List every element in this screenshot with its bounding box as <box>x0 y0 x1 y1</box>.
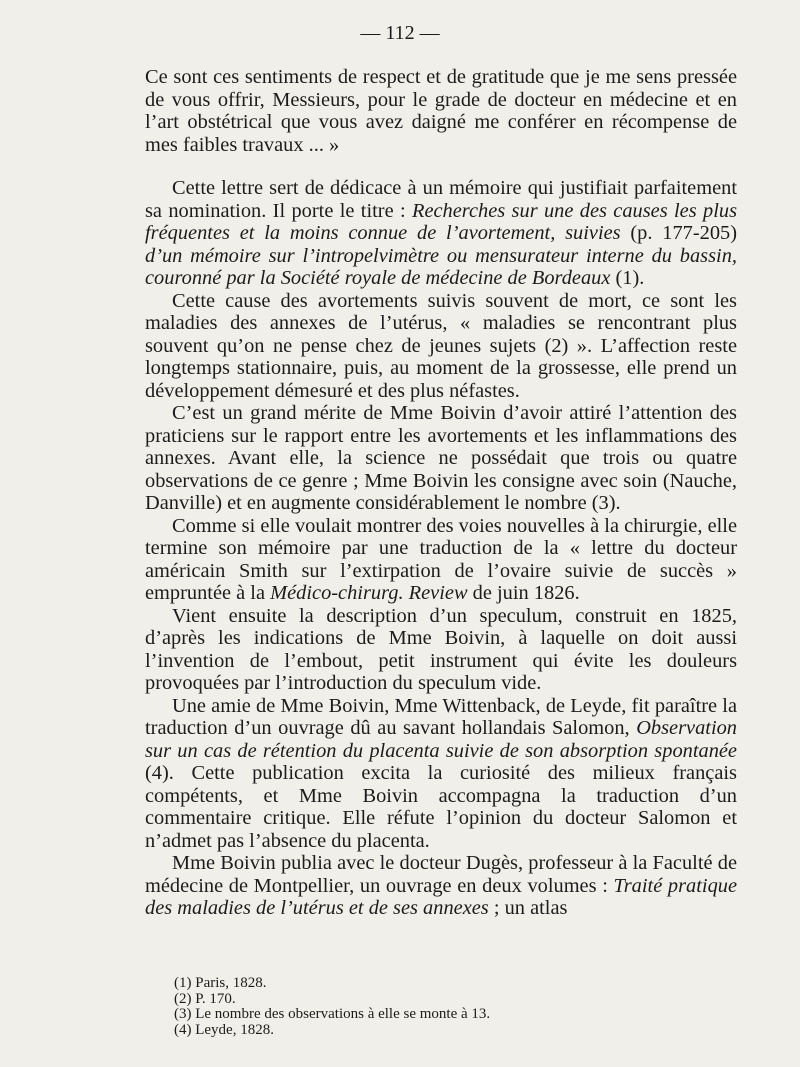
text-run: ; un atlas <box>488 897 568 919</box>
text-run: Comme si elle voulait montrer des voies nouvelles à la chirurgie, elle termine son mémoire par une traduction de la « lettre du docteur américain Smith sur l’extirpation de l’ovaire suivie de succès » empruntée à la <box>145 514 737 604</box>
text-run: de juin 1826. <box>467 582 580 604</box>
paragraph <box>145 66 737 156</box>
footnote: (2) P. 170. <box>174 990 236 1007</box>
text-run: (p. 177-205) <box>620 222 738 244</box>
italic-text: d’un mémoire sur l’intropelvimètre ou mensurateur interne du bassin, couronné par la Société royale de médecine de Bordeaux <box>145 244 737 289</box>
paragraph <box>145 290 737 403</box>
footnote: (1) Paris, 1828. <box>174 975 267 991</box>
text-run: (1). <box>610 267 645 289</box>
body-text <box>145 66 737 920</box>
text-run: Mme Boivin publia avec le docteur Dugès, professeur à la Faculté de médecine de Montpellier, un ouvrage en deux volumes : <box>145 852 737 897</box>
paragraph <box>145 605 737 695</box>
italic-text: Médico-chirurg. Review <box>270 582 468 604</box>
paragraph <box>145 515 737 605</box>
text-run: Une amie de Mme Boivin, Mme Wittenback, de Leyde, fit paraître la traduction d’un ouvrage dû au savant hollandais Salomon, <box>145 694 737 739</box>
paragraph <box>145 177 737 290</box>
text-run: Vient ensuite la description d’un speculum, construit en 1825, d’après les indications de Mme Boivin, à laquelle on doit aussi l’invention de l’embout, petit instrument qui évite les douleurs provoquées par l’introduction du speculum vide. <box>145 604 737 694</box>
footnote: (3) Le nombre des observations à elle se monte à 13. <box>174 1006 491 1023</box>
text-run: Cette lettre sert de dédicace à un mémoire qui justifiait parfaitement sa nomination. Il porte le titre : <box>145 177 737 222</box>
italic-text: Recherches sur une des causes les plus fréquentes et la moins connue de l’avortement, suivies <box>145 199 738 244</box>
text-run: (4). Cette publication excita la curiosité des milieux français compétents, et Mme Boivin accompagna la traduction d’un commentaire critique. Elle réfute l’opinion du docteur Salomon et n’admet pas l’absence du placenta. <box>145 762 737 852</box>
text-run: Cette cause des avortements suivis souvent de mort, ce sont les maladies des annexes de l’utérus, « maladies se rencontrant plus souvent qu’on ne pense chez de jeunes sujets (2) ». L’affection reste longtemps stationnaire, puis, au moment de la grossesse, elle prend un développement démesuré et des plus néfastes. <box>145 289 737 402</box>
footnote: (4) Leyde, 1828. <box>174 1021 274 1038</box>
paragraph <box>145 402 737 515</box>
italic-text: Traité pratique des maladies de l’utérus et de ses annexes <box>145 874 738 919</box>
paragraph <box>145 852 737 920</box>
footnotes <box>174 976 734 1038</box>
text-run: Ce sont ces sentiments de respect et de gratitude que je me sens pressée de vous offrir, Messieurs, pour le grade de docteur en médecine et en l’art obstétrical que vous avez daigné me conférer en récompense de mes faibles travaux ... » <box>145 66 737 156</box>
paragraph <box>145 695 737 853</box>
page-number: — 112 — <box>360 22 440 44</box>
italic-text: Observation sur un cas de rétention du placenta suivie de son absorption spontanée <box>145 717 737 762</box>
text-run: C’est un grand mérite de Mme Boivin d’avoir attiré l’attention des praticiens sur le rapport entre les avortements et les inflammations des annexes. Avant elle, la science ne possédait que trois ou quatre observations de ce genre ; Mme Boivin les consigne avec soin (Nauche, Danville) et en augmente considérablement le nombre (3). <box>145 402 737 514</box>
